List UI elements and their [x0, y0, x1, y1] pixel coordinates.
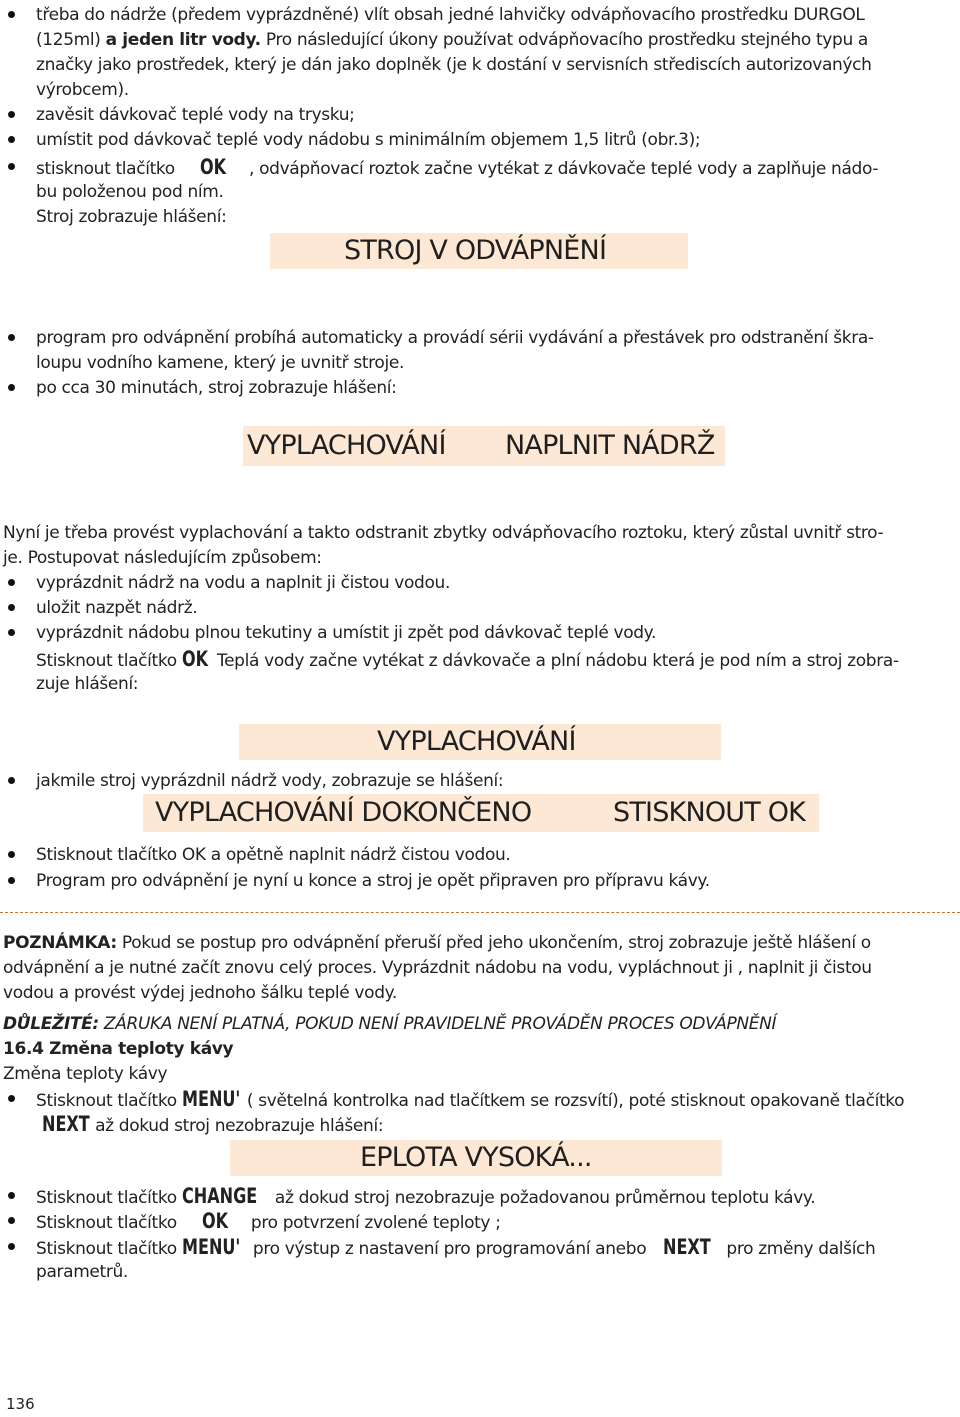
- bullet: [8, 1192, 15, 1199]
- intro-line: značky jako prostředek, který je dán jako doplněk (je k dostání v servisních střediscích autorizovaných: [36, 55, 872, 75]
- step-text: pro změny dalších: [726, 1239, 876, 1259]
- bullet: [8, 163, 15, 170]
- note-line: vodou a provést výdej jednoho šálku teplé vody.: [3, 983, 397, 1003]
- page-number: 136: [6, 1395, 35, 1413]
- step-press-ok: [36, 1209, 952, 1236]
- menu-button-label: MENU': [181, 1235, 241, 1259]
- step-line: vyprázdnit nádobu plnou tekutiny a umístit ji zpět pod dávkovač teplé vody.: [36, 623, 657, 643]
- step-program: program pro odvápnění probíhá automaticky a provádí sérii vydávání a přestávek pro odstranění škra-: [36, 328, 874, 348]
- menu-button-label: MENU': [181, 1087, 241, 1111]
- intro-text: (125ml): [36, 30, 101, 50]
- bullet: [8, 579, 15, 586]
- step-place: umístit pod dávkovač teplé vody nádobu s minimálním objemem 1,5 litrů (obr.3);: [36, 130, 701, 150]
- step-line: Stroj zobrazuje hlášení:: [36, 207, 227, 227]
- important-notice: [3, 1012, 952, 1037]
- display-message: [230, 1140, 722, 1176]
- display-text: VYPLACHOVÁNÍ: [247, 430, 446, 461]
- intro-emphasis: a jeden litr vody.: [105, 30, 261, 50]
- bullet: [8, 11, 15, 18]
- section-heading: 16.4 Změna teploty kávy: [3, 1039, 234, 1059]
- bullet: [8, 334, 15, 341]
- divider: [0, 912, 960, 913]
- step-text: stisknout tlačítko: [36, 159, 175, 179]
- step-line: vyprázdnit nádrž na vodu a naplnit ji čistou vodou.: [36, 573, 451, 593]
- important-text: ZÁRUKA NENÍ PLATNÁ, POKUD NENÍ PRAVIDELNĚ PROVÁDĚN PROCES ODVÁPNĚNÍ: [98, 1014, 777, 1034]
- intro-line: [36, 28, 952, 53]
- display-text: VYPLACHOVÁNÍ DOKONČENO: [155, 797, 532, 828]
- bullet: [8, 136, 15, 143]
- step-text: , odvápňovací roztok začne vytékat z dávkovače teplé vody a zaplňuje nádo-: [248, 159, 879, 179]
- ok-button-label: OK: [201, 1209, 228, 1233]
- important-label: DŮLEŽITÉ:: [3, 1014, 99, 1034]
- note-label: POZNÁMKA:: [3, 933, 117, 953]
- step-press-menu: [36, 1087, 952, 1114]
- paragraph: Nyní je třeba provést vyplachování a takto odstranit zbytky odvápňovacího roztoku, který zůstal uvnitř stro-: [3, 523, 884, 543]
- step-text: Stisknout tlačítko: [36, 1213, 177, 1233]
- display-message: [143, 794, 819, 832]
- bullet: [8, 877, 15, 884]
- step-after: po cca 30 minutách, stroj zobrazuje hlášení:: [36, 378, 397, 398]
- step-line: bu položenou pod ním.: [36, 182, 224, 202]
- display-text: EPLOTA VYSOKÁ...: [360, 1142, 592, 1173]
- step-press-ok: [36, 155, 952, 182]
- step-line: jakmile stroj vyprázdnil nádrž vody, zobrazuje se hlášení:: [36, 771, 504, 791]
- ok-button-label: OK: [199, 155, 227, 179]
- step-text: Stisknout tlačítko: [36, 1091, 177, 1111]
- bullet: [8, 1217, 15, 1224]
- bullet: [8, 384, 15, 391]
- step-text: Stisknout tlačítko: [36, 1239, 177, 1259]
- display-text: STROJ V ODVÁPNĚNÍ: [344, 235, 607, 266]
- step-press-change: [36, 1184, 952, 1211]
- note-line: odvápnění a je nutné začít znovu celý proces. Vyprázdnit nádobu na vodu, vypláchnout ji , naplnit ji čistou: [3, 958, 872, 978]
- intro-line: třeba do nádrže (předem vyprázdněné) vlít obsah jedné lahvičky odvápňovacího prostředku DURGOL: [36, 5, 865, 25]
- step-line: Program pro odvápnění je nyní u konce a stroj je opět připraven pro přípravu kávy.: [36, 871, 710, 891]
- step-line: loupu vodního kamene, který je uvnitř stroje.: [36, 353, 404, 373]
- paragraph: je. Postupovat následujícím způsobem:: [3, 548, 322, 568]
- step-text: Stisknout tlačítko: [36, 651, 177, 671]
- step-text: ( světelná kontrolka nad tlačítkem se rozsvítí), poté stisknout opakovaně tlačítko: [246, 1091, 905, 1111]
- step-line: parametrů.: [36, 1262, 128, 1282]
- note-text: Pokud se postup pro odvápnění přeruší před jeho ukončením, stroj zobrazuje ještě hlášení o: [116, 933, 871, 953]
- bullet: [8, 1243, 15, 1250]
- intro-text: Pro následující úkony používat odvápňovacího prostředku stejného typu a: [265, 30, 868, 50]
- step-text: pro potvrzení zvolené teploty ;: [250, 1213, 501, 1233]
- step-press-menu: [36, 1235, 952, 1262]
- bullet: [8, 1095, 15, 1102]
- ok-button-label: OK: [181, 647, 208, 671]
- bullet: [8, 604, 15, 611]
- change-button-label: CHANGE: [181, 1184, 258, 1208]
- next-button-label: NEXT: [42, 1112, 90, 1136]
- bullet: [8, 851, 15, 858]
- step-text: až dokud stroj nezobrazuje požadovanou průměrnou teplotu kávy.: [274, 1188, 816, 1208]
- step-text: Teplá vody začne vytékat z dávkovače a plní nádobu která je pod ním a stroj zobra-: [216, 651, 899, 671]
- step-press-ok: [36, 647, 952, 674]
- intro-line: výrobcem).: [36, 80, 129, 100]
- step-line: Stisknout tlačítko OK a opětně naplnit nádrž čistou vodou.: [36, 845, 511, 865]
- step-line: zuje hlášení:: [36, 674, 139, 694]
- display-text: NAPLNIT NÁDRŽ: [505, 430, 715, 461]
- bullet: [8, 111, 15, 118]
- next-button-label: NEXT: [663, 1235, 712, 1259]
- step-line: uložit nazpět nádrž.: [36, 598, 198, 618]
- step-text: Stisknout tlačítko: [36, 1188, 177, 1208]
- display-text: VYPLACHOVÁNÍ: [377, 726, 576, 757]
- step-text: pro výstup z nastavení pro programování anebo: [252, 1239, 647, 1259]
- display-text: STISKNOUT OK: [613, 797, 806, 828]
- display-message: [243, 426, 725, 466]
- section-subheading: Změna teploty kávy: [3, 1064, 168, 1084]
- display-message: [270, 233, 688, 269]
- step-hang: zavěsit dávkovač teplé vody na trysku;: [36, 105, 355, 125]
- bullet: [8, 629, 15, 636]
- note: [3, 931, 952, 956]
- display-message: [239, 724, 721, 760]
- bullet: [8, 777, 15, 784]
- step-text: až dokud stroj nezobrazuje hlášení:: [95, 1116, 384, 1136]
- step-line: [36, 1112, 952, 1139]
